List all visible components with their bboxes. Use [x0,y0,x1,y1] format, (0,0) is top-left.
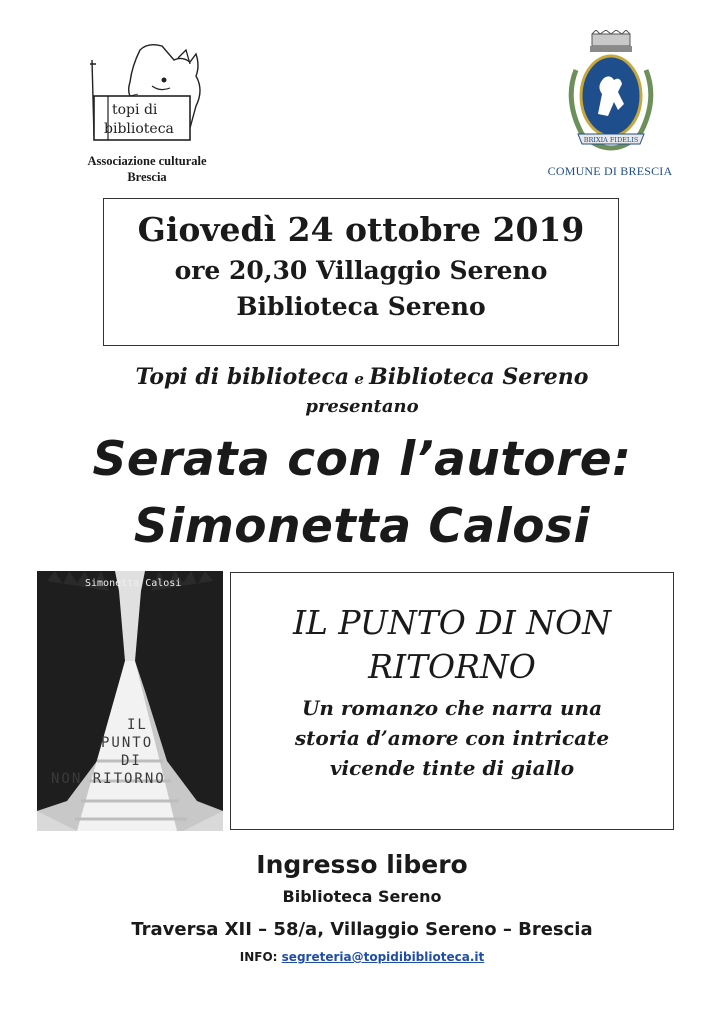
book-description-line2: storia d’amore con intricate [294,726,610,750]
event-place: Biblioteca Sereno [236,292,486,321]
association-caption [52,153,242,185]
association-line1: Associazione culturale [87,154,207,168]
presenters-line [0,362,724,394]
brescia-crest [556,30,666,160]
free-entry-label: Ingresso libero [256,850,468,879]
presenter-org1: Topi di biblioteca [135,364,350,390]
footer-library-name: Biblioteca Sereno [282,887,442,906]
association-line2: Brescia [127,170,167,184]
book-description-line1: Un romanzo che narra una [301,696,603,720]
book-info-box [230,572,674,830]
cover-title-word-2: PUNTO [101,735,154,751]
logo-text-line2: biblioteca [104,121,174,137]
mouse-reading-logo-icon [78,36,218,146]
book-title-line1: IL PUNTO DI NON [292,603,612,642]
crest-ribbon-text: BRIXIA FIDELIS [583,136,639,144]
comune-label: COMUNE DI BRESCIA [547,164,673,178]
book-cover-image [37,571,223,831]
presentano-text: presentano [305,396,419,417]
footer-address: Traversa XII – 58/a, Villaggio Sereno – Brescia [131,919,593,940]
event-info-box [103,198,619,346]
crest-icon [556,30,666,160]
topi-di-biblioteca-logo [78,36,218,146]
event-time: ore 20,30 Villaggio Sereno [174,256,548,285]
footer-info [0,947,724,967]
event-title-line1: Serata con l’autore: [92,432,632,487]
book-title-line2: RITORNO [368,647,536,686]
info-label: INFO: [239,950,278,964]
cover-author-name: Simonetta Calosi [85,578,182,589]
event-date: Giovedì 24 ottobre 2019 [137,210,585,249]
cypress-road-illustration [37,571,223,831]
logo-text-line1: topi di [112,102,158,118]
cover-title-word-3: DI [121,753,142,769]
email-link[interactable]: segreteria@topidibiblioteca.it [281,950,485,964]
cover-title-word-1: IL [127,717,148,733]
author-name: Simonetta Calosi [133,499,591,554]
presenter-org2: Biblioteca Sereno [369,364,589,390]
presenter-conjunction: e [349,370,370,388]
cover-title-word-4: NON RITORNO [51,771,166,787]
book-description-line3: vicende tinte di giallo [329,756,575,780]
